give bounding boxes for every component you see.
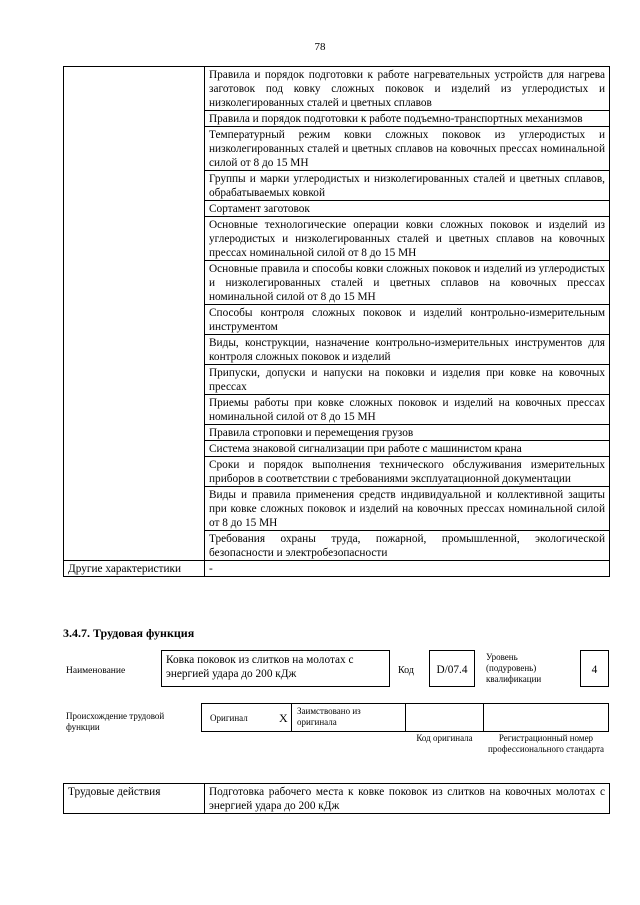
original-label: Оригинал: [210, 713, 248, 723]
original-cell: [201, 703, 292, 732]
knowledge-item: Температурный режим ковки сложных поковок из углеродистых и низколегированных сталей и цветных сплавов на ковочных прессах номинальной силой от 8 до 15 МН: [205, 127, 610, 171]
table-row: [64, 67, 610, 111]
knowledge-item: Виды, конструкции, назначение контрольно-измерительных инструментов для контроля сложных поковок и изделий: [205, 335, 610, 365]
table-row: [64, 784, 610, 814]
other-characteristics-label: Другие характеристики: [64, 561, 205, 577]
code-box: [429, 650, 475, 687]
code-label: Код: [398, 665, 414, 676]
level-box: [580, 650, 609, 687]
knowledge-item: Требования охраны труда, пожарной, промышленной, экологической безопасности и электробезопасности: [205, 531, 610, 561]
page-number: 78: [314, 41, 326, 53]
knowledge-item: Приемы работы при ковке сложных поковок и изделий на ковочных прессах номинальной силой от 8 до 15 МН: [205, 395, 610, 425]
knowledge-item: Основные правила и способы ковки сложных поковок и изделий из углеродистых и низколегированных сталей и цветных сплавов на ковочных прессах номинальной силой от 8 до 15 МН: [205, 261, 610, 305]
knowledge-table: [63, 66, 610, 577]
level-label: Уровень (подуровень) квалификации: [486, 652, 542, 684]
table-row: [64, 561, 610, 577]
knowledge-item: Припуски, допуски и напуски на поковки и изделия при ковке на ковочных прессах: [205, 365, 610, 395]
function-name-value: Ковка поковок из слитков на молотах с энергией удара до 200 кДж: [166, 654, 354, 680]
origin-label: Происхождение трудовой функции: [66, 711, 165, 732]
actions-value: Подготовка рабочего места к ковке поковок из слитков на ковочных молотах с энергией удара до 200 кДж: [205, 784, 610, 814]
name-label: Наименование: [66, 666, 126, 676]
actions-label: Трудовые действия: [64, 784, 205, 814]
knowledge-item: Правила и порядок подготовки к работе подъемно-транспортных механизмов: [205, 111, 610, 127]
knowledge-item: Способы контроля сложных поковок и изделий контрольно-измерительным инструментом: [205, 305, 610, 335]
other-characteristics-value: -: [205, 561, 610, 577]
reg-number-cell: [483, 703, 609, 732]
actions-table: [63, 783, 610, 814]
borrowed-label: Заимствовано из оригинала: [297, 706, 361, 727]
original-mark: X: [279, 711, 288, 725]
section-title: 3.4.7. Трудовая функция: [63, 626, 195, 640]
knowledge-item: Виды и правила применения средств индивидуальной и коллективной защиты при ковке сложных поковок и изделий на ковочных прессах номинальной силой от 8 до 15 МН: [205, 487, 610, 531]
knowledge-item: Группы и марки углеродистых и низколегированных сталей и цветных сплавов, обрабатываемых ковкой: [205, 171, 610, 201]
reg-caption: Регистрационный номер профессионального стандарта: [487, 733, 605, 754]
knowledge-item: Правила строповки и перемещения грузов: [205, 425, 610, 441]
knowledge-item: Правила и порядок подготовки к работе нагревательных устройств для нагрева заготовок под ковку сложных поковок и изделий из углеродистых и низколегированных сталей и цветных сплавов: [205, 67, 610, 111]
level-value: 4: [591, 664, 598, 676]
borrowed-cell: [291, 703, 406, 732]
original-code-cell: [405, 703, 484, 732]
knowledge-item: Система знаковой сигнализации при работе с машинистом крана: [205, 441, 610, 457]
function-name-box: [161, 650, 390, 687]
label-cell-empty: [64, 67, 205, 561]
code-value: D/07.4: [436, 664, 468, 676]
code-caption: Код оригинала: [416, 733, 473, 743]
knowledge-item: Сортамент заготовок: [205, 201, 610, 217]
knowledge-item: Сроки и порядок выполнения технического обслуживания измерительных приборов в соответствии с требованиями эксплуатационной документации: [205, 457, 610, 487]
knowledge-item: Основные технологические операции ковки сложных поковок и изделий из углеродистых и низколегированных сталей и цветных сплавов на ковочных прессах номинальной силой от 8 до 15 МН: [205, 217, 610, 261]
